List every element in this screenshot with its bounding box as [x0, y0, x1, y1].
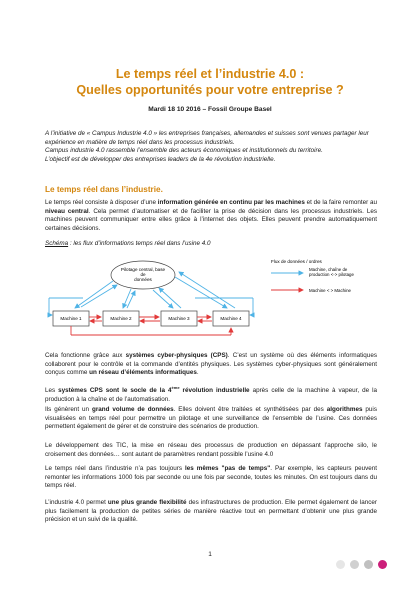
footer-dot-1: [336, 560, 345, 569]
section-heading: Le temps réel dans l’industrie.: [45, 185, 163, 194]
paragraph-pas-de-temps: [45, 465, 377, 491]
text-run: . Par exemple, les capteurs peuvent remonter les informations 1000 fois par seconde ou une fois par seconde, toutes les minutes. On est toujours dans du temps réel.: [45, 465, 377, 490]
central-label-line-2: de: [140, 272, 146, 277]
paragraph-cps: [45, 352, 377, 378]
paragraph-socle: [45, 384, 377, 404]
text-run: . Elles doivent être traitées et synthétisées par des: [173, 406, 327, 413]
machine-3-label: Machine 3: [168, 316, 190, 321]
text-run: systèmes CPS sont le socle de la 4: [58, 387, 172, 395]
text-run: et de la faire remonter au: [304, 199, 377, 206]
bold-run: un réseau d’éléments informatiques: [89, 369, 197, 377]
text-run: .: [196, 369, 199, 377]
machine-2-label: Machine 2: [110, 316, 132, 321]
paragraph-temps-reel: [45, 199, 377, 233]
text-run: puis visualisées en temps réel pour permettre un pilotage et une surveillance de l’ensemble de l’usine. Ces données permettent également de gérer et de construire des scénarios de production.: [45, 406, 377, 431]
bold-run: les mêmes "pas de temps": [184, 465, 271, 472]
text-run: Ils génèrent un: [45, 406, 92, 413]
text-run: L’industrie 4.0 permet: [45, 499, 108, 506]
machine-4-label: Machine 4: [220, 316, 242, 321]
text-run: révolution industrielle: [179, 387, 250, 395]
bold-run: systèmes cyber-physiques (CPS): [125, 352, 228, 359]
bold-run: information générée en continu par les machines: [157, 199, 305, 206]
intro-block: [45, 130, 377, 164]
title-line-2: Quelles opportunités pour votre entreprise ?: [76, 83, 344, 97]
title-line-1: Le temps réel et l’industrie 4.0 :: [115, 67, 305, 81]
text-run: Les: [45, 387, 59, 395]
paragraph-flexibilite: [45, 499, 377, 525]
footer-dot-3: [364, 560, 373, 569]
text-run: après celle de la machine à vapeur, de la production à la chaîne et de l’automatisation.: [45, 387, 378, 403]
legend-blue-label-1: Machine, chaîne de: [309, 267, 348, 272]
text-run: . C’est un système où des éléments informatiques collaborent pour le contrôle et la commande d’entités physiques. Les systèmes cyber-physiques sont généralement conçus comme: [45, 352, 377, 377]
bold-run: niveau central: [45, 207, 89, 215]
central-label-line-1: Pilotage central, base: [120, 267, 166, 272]
schema-text: : les flux d’informations temps réel dans l’usine 4.0: [68, 240, 211, 247]
page-number: 1: [208, 551, 212, 558]
machine-1-label: Machine 1: [60, 316, 82, 321]
central-label-line-3: données: [134, 277, 152, 282]
text-run: Le temps réel dans l’industrie n’a pas toujours: [45, 465, 185, 472]
bold-run: algorithmes: [326, 406, 363, 413]
footer-dot-2: [350, 560, 359, 569]
page-title: [40, 66, 380, 98]
intro-paragraph-2: Campus industrie 4.0 rassemble l’ensemble des acteurs économiques et institutionnels du territoire.: [45, 147, 323, 155]
intro-paragraph-3: L’objectif est de développer des entreprises leaders de la 4e révolution industrielle.: [45, 155, 276, 163]
superscript: ème: [171, 385, 180, 390]
intro-paragraph-1: A l’initiative de « Campus Industrie 4.0 » les entreprises françaises, allemandes et suisses sont venues partager leur expérience en matière de temps réel dans les processus industriels.: [45, 130, 369, 146]
footer-dot-4: [378, 560, 387, 569]
schema-caption: [45, 240, 211, 247]
legend-red-label: Machine < > Machine: [309, 288, 351, 293]
bold-run: grand volume de données: [91, 406, 174, 413]
information-flow-diagram: [45, 253, 380, 343]
text-run: . Cela permet d’automatiser et de faciliter la prise de décision dans les processus industriels. Les machines peuvent communiquer entre elles grâce à l’internet des objets. Elles peuvent prendre automatiquement certaines décisions.: [45, 207, 377, 232]
text-run: Cela fonctionne grâce aux: [45, 352, 126, 359]
legend-title: Flux de données / ordres: [271, 259, 322, 264]
text-run: Le temps réel consiste à disposer d’une: [45, 199, 158, 206]
bold-run: [58, 387, 249, 394]
paragraph-donnees: [45, 406, 377, 432]
paragraph-tic: Le développement des TIC, la mise en réseau des processus de production en dépassant l’approche silo, le croisement des données… sont autant de paramètres rendant possible l’usine 4.0: [45, 442, 377, 458]
bold-run: une plus grande flexibilité: [107, 499, 187, 506]
legend-blue-label-2: production <-> pilotage: [309, 272, 354, 277]
date-line: Mardi 18 10 2016 – Fossil Groupe Basel: [148, 106, 272, 113]
machine-flow-arrows: [71, 317, 231, 335]
schema-label: Schéma: [45, 240, 69, 247]
text-run: des infrastructures de production. Elle permet également de lancer plus facilement la production de petites séries de manière réactive tout en permettant d’obtenir une plus grande précision et un suivi de la qualité.: [45, 499, 377, 524]
